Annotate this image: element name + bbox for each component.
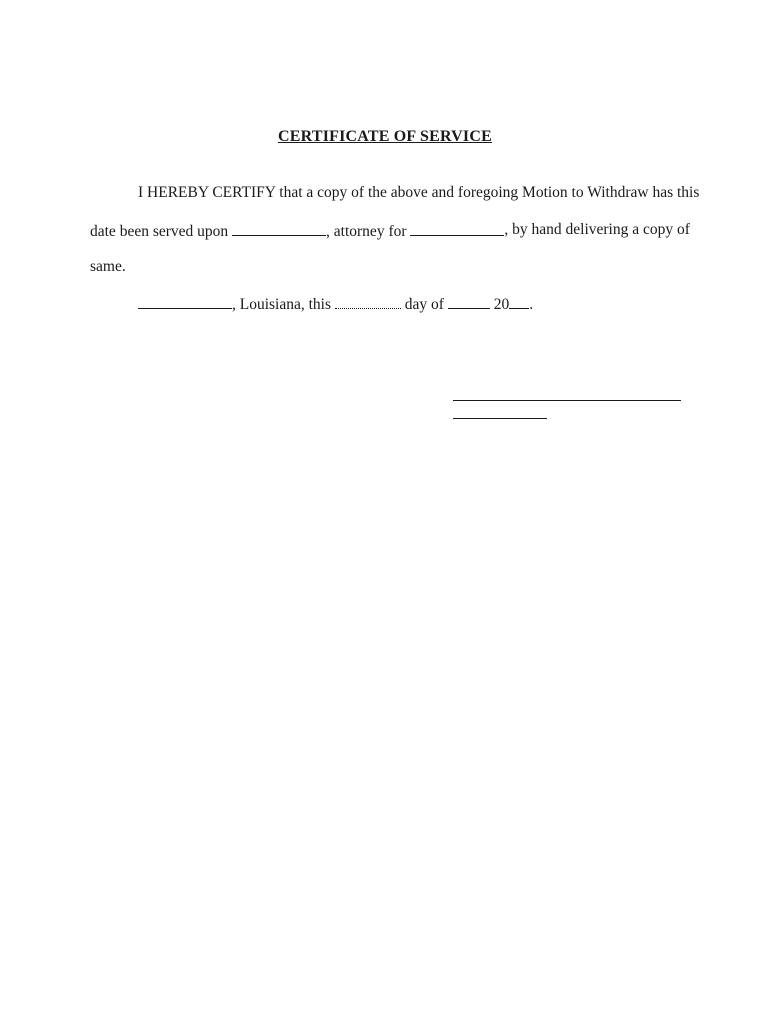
day-blank[interactable] <box>335 294 401 309</box>
certify-line-2 <box>90 221 690 241</box>
year-blank[interactable] <box>509 294 529 309</box>
certificate-title: CERTIFICATE OF SERVICE <box>278 128 492 145</box>
attorney-for-blank[interactable] <box>410 221 504 236</box>
period-text: . <box>529 296 534 313</box>
place-blank[interactable] <box>138 294 232 309</box>
date-place-line <box>138 294 533 314</box>
month-blank[interactable] <box>448 294 490 309</box>
certify-line-3: same. <box>90 258 126 275</box>
certify-line-1: I HEREBY CERTIFY that a copy of the above and foregoing Motion to Withdraw has this <box>138 184 700 201</box>
year-prefix-text: 20 <box>493 296 510 313</box>
attorney-for-text: , attorney for <box>326 221 504 241</box>
hand-delivery-text: , by hand delivering a copy of <box>504 221 690 238</box>
day-of-text: day of <box>404 296 444 313</box>
signature-line[interactable] <box>453 400 681 401</box>
served-upon-blank[interactable] <box>232 221 326 236</box>
served-upon-text: date been served upon <box>90 221 326 241</box>
louisiana-text: , Louisiana, this <box>232 296 332 313</box>
signature-subline[interactable] <box>453 418 547 419</box>
